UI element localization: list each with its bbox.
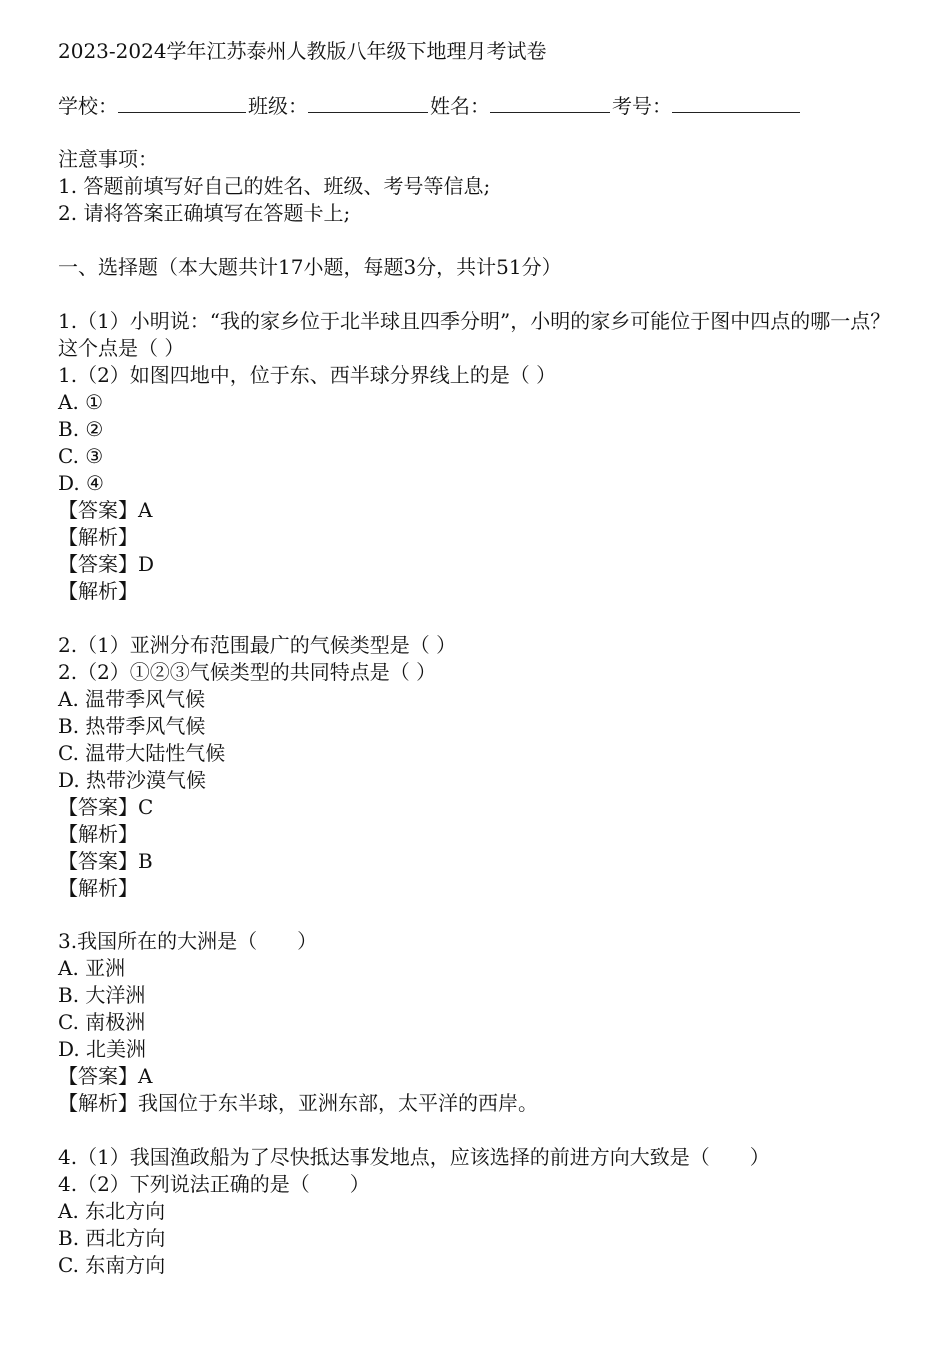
answer: 【答案】D [58, 552, 155, 576]
answer: 【答案】A [58, 498, 153, 522]
option-c: C. ③ [58, 444, 104, 468]
answer: 【答案】B [58, 849, 153, 873]
option-d: D. 热带沙漠气候 [58, 768, 207, 792]
class-label: 班级： [248, 94, 308, 118]
option-b: B. ② [58, 417, 104, 441]
option-b: B. 西北方向 [58, 1226, 166, 1250]
explanation: 【解析】 [58, 579, 138, 603]
option-b: B. 热带季风气候 [58, 714, 206, 738]
student-info-row [58, 92, 802, 120]
question-stem: 2.（1）亚洲分布范围最广的气候类型是（ ） [58, 633, 457, 657]
exam-title: 2023-2024学年江苏泰州人教版八年级下地理月考试卷 [58, 39, 547, 63]
explanation: 【解析】 [58, 876, 138, 900]
answer: 【答案】A [58, 1064, 153, 1088]
name-blank[interactable] [490, 92, 610, 113]
notice-item: 2. 请将答案正确填写在答题卡上; [58, 201, 351, 225]
explanation: 【解析】 [58, 525, 138, 549]
notice-heading: 注意事项： [58, 147, 158, 171]
exam-no-blank[interactable] [672, 92, 800, 113]
class-blank[interactable] [308, 92, 428, 113]
notice-item: 1. 答题前填写好自己的姓名、班级、考号等信息; [58, 174, 491, 198]
option-c: C. 南极洲 [58, 1010, 146, 1034]
answer: 【答案】C [58, 795, 154, 819]
name-label: 姓名： [430, 94, 490, 118]
option-a: A. 温带季风气候 [58, 687, 206, 711]
question-stem: 4.（1）我国渔政船为了尽快抵达事发地点，应该选择的前进方向大致是（ ） [58, 1145, 770, 1169]
option-c: C. 东南方向 [58, 1253, 166, 1277]
question-stem: 1.（2）如图四地中，位于东、西半球分界线上的是（ ） [58, 363, 557, 387]
option-d: D. ④ [58, 471, 104, 495]
option-a: A. 东北方向 [58, 1199, 166, 1223]
option-d: D. 北美洲 [58, 1037, 147, 1061]
section-heading: 一、选择题（本大题共计17小题，每题3分，共计51分） [58, 255, 562, 279]
option-a: A. 亚洲 [58, 956, 126, 980]
explanation: 【解析】 [58, 822, 138, 846]
school-blank[interactable] [118, 92, 246, 113]
option-a: A. ① [58, 390, 104, 414]
question-stem: 1.（1）小明说：“我的家乡位于北半球且四季分明”，小明的家乡可能位于图中四点的哪一点？这个点是（ ） [58, 309, 891, 360]
school-label: 学校： [58, 94, 118, 118]
explanation: 【解析】我国位于东半球，亚洲东部，太平洋的西岸。 [58, 1091, 538, 1115]
option-c: C. 温带大陆性气候 [58, 741, 226, 765]
question-stem: 3.我国所在的大洲是（ ） [58, 929, 318, 953]
exam-no-label: 考号： [612, 94, 672, 118]
question-stem: 4.（2）下列说法正确的是（ ） [58, 1172, 370, 1196]
option-b: B. 大洋洲 [58, 983, 146, 1007]
question-stem: 2.（2）①②③气候类型的共同特点是（ ） [58, 660, 437, 684]
